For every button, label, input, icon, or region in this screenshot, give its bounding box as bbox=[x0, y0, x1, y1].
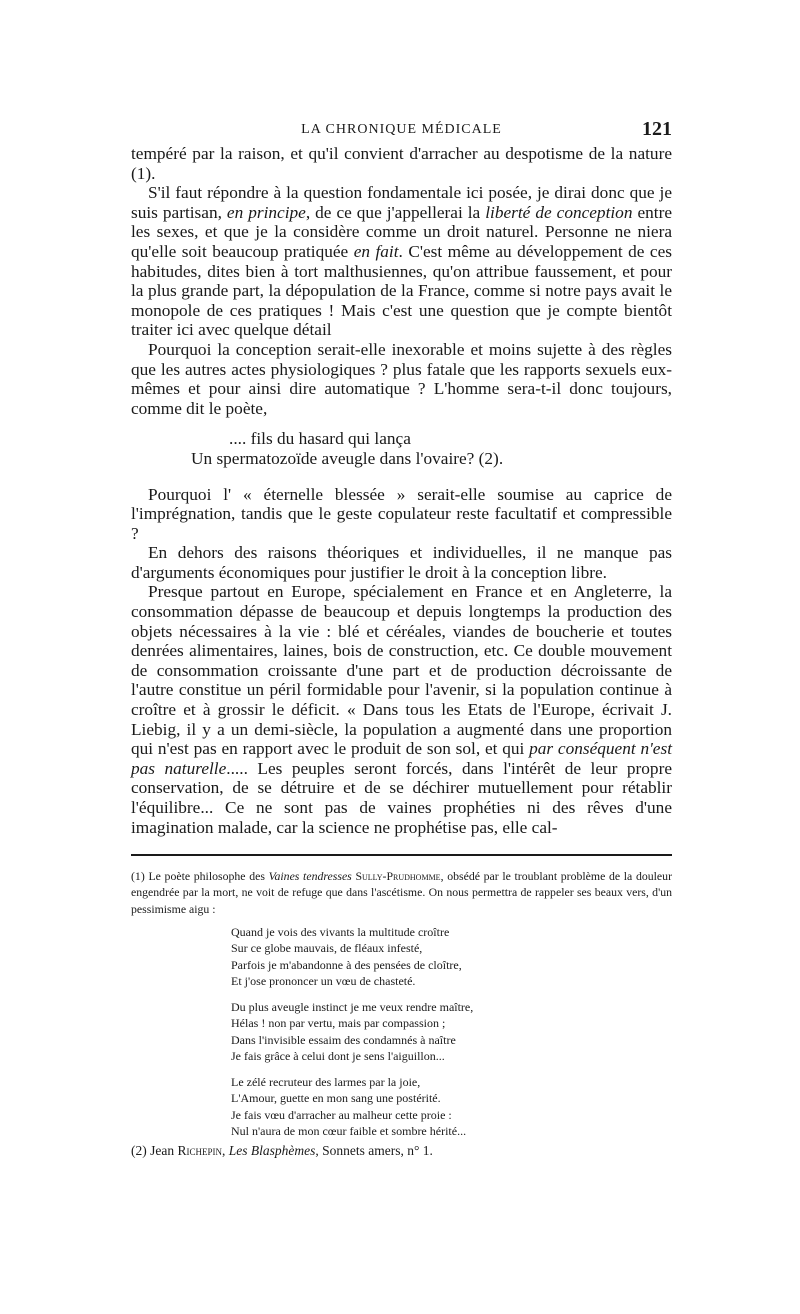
poem-stanza bbox=[231, 1074, 672, 1140]
paragraph-1: tempéré par la raison, et qu'il convient d'arracher au despotisme de la nature (1). bbox=[131, 144, 672, 183]
italic-phrase: liberté de conception bbox=[485, 202, 633, 222]
verse-line: Un spermatozoïde aveugle dans l'ovaire? (2). bbox=[191, 448, 504, 468]
paragraph-4: Pourquoi l' « éternelle blessée » serait-elle soumise au caprice de l'imprégnation, tandis que le geste copulateur reste facultatif et compressible ? bbox=[131, 484, 672, 543]
poem-stanza bbox=[231, 999, 672, 1065]
footnote-poem bbox=[231, 924, 672, 1140]
italic-phrase: en fait bbox=[353, 241, 399, 261]
book-title: Les Blasphèmes bbox=[228, 1142, 316, 1158]
footnote-divider bbox=[131, 854, 672, 856]
verse-quote bbox=[131, 429, 672, 468]
italic-phrase: par conséquent n'est pas naturelle bbox=[131, 739, 672, 778]
poem-line: L'Amour, guette en mon sang une postérité. bbox=[231, 1091, 441, 1106]
footnote-2: (2) Jean Richepin, Les Blasphèmes, Sonnets amers, n° 1. bbox=[131, 1142, 433, 1158]
italic-phrase: en principe bbox=[226, 202, 306, 222]
page-number: 121 bbox=[642, 118, 672, 140]
author-name: Richepin bbox=[177, 1142, 223, 1158]
poem-line: Dans l'invisible essaim des condamnés à naître bbox=[231, 1032, 456, 1047]
poem-line: Je fais vœu d'arracher au malheur cette proie : bbox=[231, 1107, 452, 1122]
paragraph-2: S'il faut répondre à la question fondamentale ici posée, je dirai donc que je suis partisan, en principe, de ce que j'appellerai la liberté de conception entre les sexes, et que je la considère comme un droit naturel. Personne ne niera qu'elle soit beaucoup pratiquée en fait. C'est même au développement de ces habitudes, dites bien à tort malthusiennes, qu'on attribue faussement, et pour la plus grande part, la dépopulation de la France, comme si notre pays avait le monopole de ces pratiques ! Mais c'est une question que je compte bientôt traiter ici avec quelque détail bbox=[131, 183, 673, 340]
poem-line: Et j'ose prononcer un vœu de chasteté. bbox=[231, 974, 416, 989]
footnote-1: (1) Le poète philosophe des Vaines tendresses Sully-Prudhomme, obsédé par le troublant problème de la douleur engendrée par la mort, ne voit de refuge que dans l'ascétisme. On nous permettra de rappeler ses beaux vers, d'un pessimisme aigu : bbox=[131, 869, 672, 916]
poem-line: Sur ce globe mauvais, de fléaux infesté, bbox=[231, 941, 423, 956]
author-name: Sully-Prudhomme bbox=[355, 869, 441, 884]
book-page bbox=[131, 118, 672, 1159]
poem-line: Du plus aveugle instinct je me veux rendre maître, bbox=[231, 999, 474, 1014]
book-title: Vaines tendresses bbox=[268, 869, 352, 884]
poem-line: Je fais grâce à celui dont je sens l'aiguillon... bbox=[231, 1049, 445, 1064]
page-header bbox=[131, 118, 672, 144]
poem-stanza bbox=[231, 924, 672, 990]
poem-line: Hélas ! non par vertu, mais par compassion ; bbox=[231, 1016, 446, 1031]
poem-line: Parfois je m'abandonne à des pensées de cloître, bbox=[231, 957, 462, 972]
poem-line: Nul n'aura de mon cœur faible et sombre hérité... bbox=[231, 1124, 467, 1139]
poem-line: Quand je vois des vivants la multitude croître bbox=[231, 924, 450, 939]
main-text bbox=[131, 144, 672, 837]
paragraph-5: En dehors des raisons théoriques et individuelles, il ne manque pas d'arguments économiques pour justifier le droit à la conception libre. bbox=[131, 543, 672, 582]
paragraph-6: Presque partout en Europe, spécialement en France et en Angleterre, la consommation dépasse de beaucoup et depuis longtemps la production des objets nécessaires à la vie : blé et céréales, viandes de boucherie et toutes denrées alimentaires, laines, bois de construction, etc. Ce double mouvement de consommation croissante d'une part et de production décroissante de l'autre constitue un péril formidable pour l'avenir, si la population continue à croître et à grossir le déficit. « Dans tous les Etats de l'Europe, écrivait J. Liebig, il y a un demi-siècle, la population a augmenté dans une proportion qui n'est pas en rapport avec le produit de son sol, et qui par conséquent n'est pas naturelle..... Les peuples seront forcés, dans l'intérêt de leur propre conservation, de se détruire et de se déchirer mutuellement pour rétablir l'équilibre... Ce ne sont pas de vaines prophéties ni des rêves d'une imagination malade, car la science ne prophétise pas, elle cal- bbox=[131, 582, 673, 837]
verse-line: .... fils du hasard qui lança bbox=[229, 429, 411, 449]
paragraph-3: Pourquoi la conception serait-elle inexorable et moins sujette à des règles que les autres actes physiologiques ? plus fatale que les rapports sexuels eux-mêmes et pour ainsi dire automatique ? L'homme sera-t-il donc toujours, comme dit le poète, bbox=[131, 339, 672, 418]
poem-line: Le zélé recruteur des larmes par la joie, bbox=[231, 1074, 421, 1089]
footnotes bbox=[131, 868, 672, 1159]
running-title: LA CHRONIQUE MÉDICALE bbox=[301, 122, 502, 137]
